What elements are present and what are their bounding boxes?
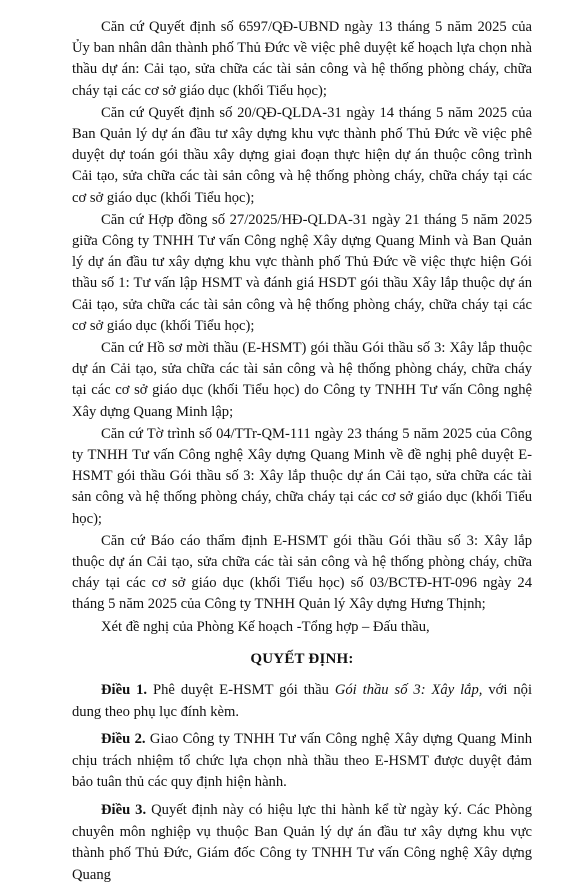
- article-1-text-after: với nội dung theo phụ lục đính kèm.: [72, 682, 533, 720]
- proposal-paragraph: Xét đề nghị của Phòng Kế hoạch -Tổng hợp – Đấu thầu,: [101, 618, 430, 635]
- article-1-italic-text: Gói thầu số 3: Xây lắp,: [334, 682, 483, 699]
- legal-basis-paragraph-5: Căn cứ Tờ trình số 04/TTr-QM-111 ngày 23 tháng 5 năm 2025 của Công ty TNHH Tư vấn Công nghệ Xây dựng Quang Minh về đề nghị phê duyệt E-HSMT gói thầu Gói thầu số 3: Xây lắp thuộc dự án Cải tạo, sửa chữa các tài sản công và hệ thống phòng cháy, chữa cháy tại các cơ sở giáo dục (khối Tiểu học);: [72, 425, 532, 527]
- article-1-label: Điều 1.: [101, 682, 148, 699]
- article-1-text-before: Phê duyệt E-HSMT gói thầu: [147, 682, 335, 699]
- legal-basis-paragraph-2: Căn cứ Quyết định số 20/QĐ-QLDA-31 ngày 14 tháng 5 năm 2025 của Ban Quản lý dự án đầu tư xây dựng khu vực thành phố Thủ Đức về việc phê duyệt dự toán gói thầu xây dựng giai đoạn thực hiện dự án thuộc công trình Cải tạo, sửa chữa các tài sản công và hệ thống phòng cháy, chữa cháy tại các cơ sở giáo dục (khối Tiểu học);: [72, 104, 532, 206]
- article-3-label: Điều 3.: [101, 802, 147, 819]
- article-3: [72, 800, 532, 886]
- legal-basis-paragraph-3: Căn cứ Hợp đồng số 27/2025/HĐ-QLDA-31 ngày 21 tháng 5 năm 2025 giữa Công ty TNHH Tư vấn Công nghệ Xây dựng Quang Minh và Ban Quản lý dự án đầu tư xây dựng khu vực thành phố Thủ Đức về việc thực hiện Gói thầu số 1: Tư vấn lập HSMT và đánh giá HSDT gói thầu Xây lắp thuộc dự án Cải tạo, sửa chữa các tài sản công và hệ thống phòng cháy, chữa cháy tại các cơ sở giáo dục (khối Tiểu học);: [72, 211, 532, 334]
- legal-basis-paragraph-1: Căn cứ Quyết định số 6597/QĐ-UBND ngày 13 tháng 5 năm 2025 của Ủy ban nhân dân thành phố Thủ Đức về việc phê duyệt kế hoạch lựa chọn nhà thầu dự án: Cải tạo, sửa chữa các tài sản công và hệ thống phòng cháy, chữa cháy tại các cơ sở giáo dục (khối Tiểu học);: [72, 19, 532, 99]
- legal-basis-paragraph-4: Căn cứ Hồ sơ mời thầu (E-HSMT) gói thầu Gói thầu số 3: Xây lắp thuộc dự án Cải tạo, sửa chữa các tài sản công và hệ thống phòng cháy, chữa cháy tại các cơ sở giáo dục (khối Tiểu học) do Công ty TNHH Tư vấn Công nghệ Xây dựng Quang Minh lập;: [72, 340, 532, 420]
- article-2: [72, 729, 532, 794]
- article-1: [72, 680, 532, 723]
- article-2-label: Điều 2.: [101, 731, 146, 748]
- legal-basis-paragraph-6: Căn cứ Báo cáo thẩm định E-HSMT gói thầu Gói thầu số 3: Xây lắp thuộc dự án Cải tạo, sửa chữa các tài sản công và hệ thống phòng cháy, chữa cháy tại các cơ sở giáo dục (khối Tiểu học) số 03/BCTĐ-HT-096 ngày 24 tháng 5 năm 2025 của Công ty TNHH Quản lý Xây dựng Hưng Thịnh;: [72, 532, 532, 613]
- decision-title: QUYẾT ĐỊNH:: [250, 650, 354, 667]
- article-3-text: Quyết định này có hiệu lực thi hành kể từ ngày ký. Các Phòng chuyên môn nghiệp vụ thuộc Ban Quản lý dự án đầu tư xây dựng khu vực thành phố Thủ Đức, Giám đốc Công ty TNHH Tư vấn Công nghệ Xây dựng Quang: [72, 802, 533, 883]
- article-2-text: Giao Công ty TNHH Tư vấn Công nghệ Xây dựng Quang Minh chịu trách nhiệm tổ chức lựa chọn nhà thầu theo E-HSMT được duyệt đảm bảo tuân thủ các quy định hiện hành.: [72, 731, 532, 791]
